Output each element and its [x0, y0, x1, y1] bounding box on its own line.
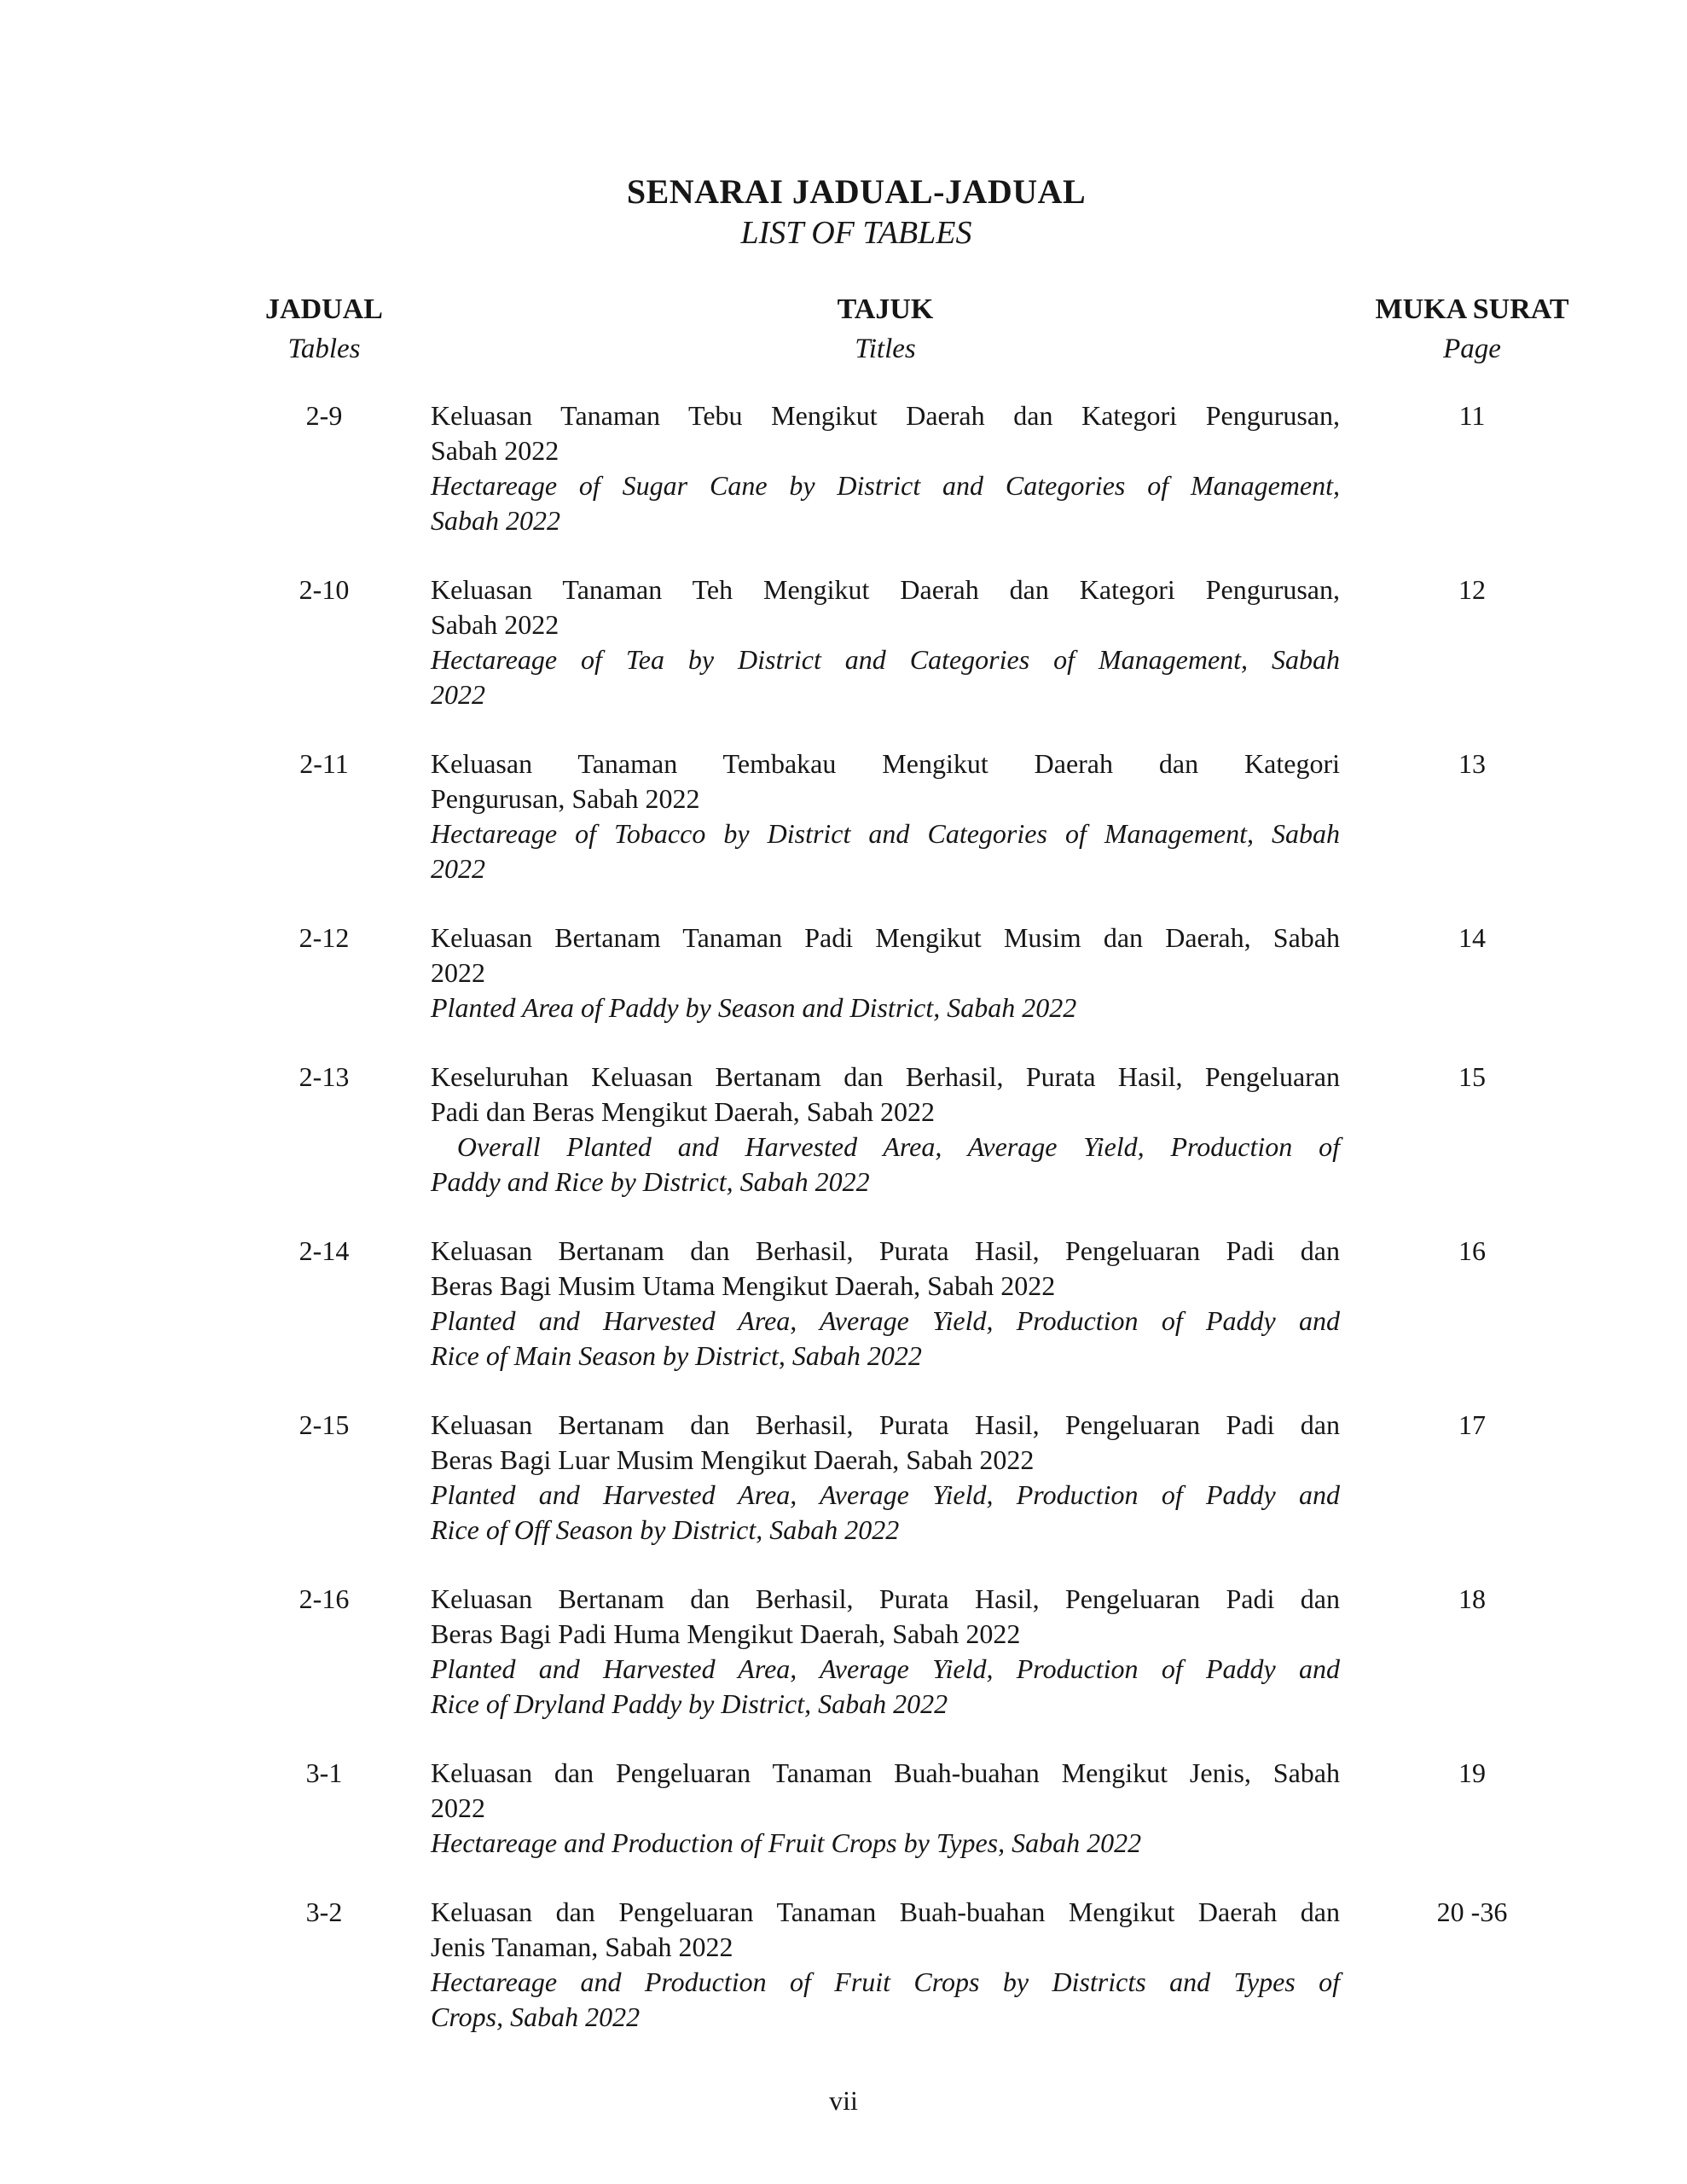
- toc-entry-title-line: Jenis Tanaman, Sabah 2022: [431, 1931, 733, 1962]
- column-header-muka-surat: [1340, 289, 1604, 369]
- toc-entry-title-line: Hectareage of Tea by District and Categories of Management, Sabah: [431, 644, 1340, 675]
- toc-entry-title-line: Rice of Off Season by District, Sabah 2022: [431, 1514, 900, 1545]
- toc-entry-title: [431, 1895, 1340, 2035]
- toc-entry-title-line: Beras Bagi Luar Musim Mengikut Daerah, Sabah 2022: [431, 1444, 1035, 1475]
- toc-entry-title: [431, 1582, 1340, 1722]
- column-header-muka-surat-english: Page: [1443, 334, 1501, 364]
- toc-entry-number: 2-13: [299, 1061, 350, 1092]
- toc-entry-number: 3-1: [305, 1757, 343, 1788]
- toc-entry-page-number: 12: [1458, 574, 1486, 605]
- toc-entry-title: [431, 1408, 1340, 1548]
- toc-entry: [0, 921, 1687, 1025]
- toc-entry-title-line: Planted and Harvested Area, Average Yield, Production of Paddy and: [431, 1305, 1340, 1336]
- toc-entry: [0, 1895, 1687, 2035]
- column-header-tajuk-malay: TAJUK: [837, 293, 934, 325]
- toc-entry: [0, 1756, 1687, 1861]
- toc-column-headers: [0, 289, 1687, 369]
- toc-entry-title: [431, 921, 1340, 1025]
- toc-entry: [0, 746, 1687, 886]
- toc-entry-page-number: 18: [1458, 1583, 1486, 1614]
- toc-entry-title-line: Padi dan Beras Mengikut Daerah, Sabah 2022: [431, 1096, 935, 1127]
- document-heading: [0, 171, 1687, 254]
- toc-entry-title-line: Keluasan Bertanam dan Berhasil, Purata Hasil, Pengeluaran Padi dan: [431, 1235, 1340, 1266]
- toc-entry-title: [431, 572, 1340, 712]
- toc-entry-title-line: Rice of Main Season by District, Sabah 2022: [431, 1340, 922, 1371]
- toc-entry-title: [431, 1234, 1340, 1374]
- toc-entry-title-line: Hectareage of Tobacco by District and Categories of Management, Sabah: [431, 818, 1340, 849]
- toc-entry-number: 2-10: [299, 574, 350, 605]
- toc-entry: [0, 398, 1687, 538]
- toc-entry-page-number: 14: [1458, 922, 1486, 953]
- toc-entry-title-line: Planted and Harvested Area, Average Yield, Production of Paddy and: [431, 1479, 1340, 1510]
- toc-entry-page-number: 13: [1458, 748, 1486, 779]
- page-number-footer: vii: [829, 2085, 858, 2116]
- toc-entry-title-line: Sabah 2022: [431, 609, 559, 640]
- toc-entry-title-line: Keluasan Bertanam dan Berhasil, Purata Hasil, Pengeluaran Padi dan: [431, 1583, 1340, 1614]
- toc-entry-number: 2-12: [299, 922, 350, 953]
- toc-entry-title-line: Keluasan dan Pengeluaran Tanaman Buah-buahan Mengikut Jenis, Sabah: [431, 1757, 1340, 1788]
- column-header-muka-surat-malay: MUKA SURAT: [1375, 293, 1569, 325]
- toc-entry-title-line: Paddy and Rice by District, Sabah 2022: [431, 1166, 870, 1197]
- toc-entry-title-line: Beras Bagi Padi Huma Mengikut Daerah, Sabah 2022: [431, 1618, 1021, 1649]
- toc-entry-title-line: Keseluruhan Keluasan Bertanam dan Berhasil, Purata Hasil, Pengeluaran: [431, 1061, 1340, 1092]
- toc-entry-page-number: 16: [1458, 1235, 1486, 1266]
- toc-entry-number: 2-15: [299, 1409, 350, 1440]
- toc-entry-title-line: Planted Area of Paddy by Season and District, Sabah 2022: [431, 992, 1077, 1023]
- toc-entry-title-line: Overall Planted and Harvested Area, Average Yield, Production of: [431, 1131, 1341, 1162]
- toc-entry: [0, 1582, 1687, 1722]
- toc-entry-page-number: 20 -36: [1436, 1896, 1508, 1927]
- toc-entry-title-line: Planted and Harvested Area, Average Yield, Production of Paddy and: [431, 1653, 1340, 1684]
- toc-entry-title-line: Keluasan Bertanam Tanaman Padi Mengikut Musim dan Daerah, Sabah: [431, 922, 1340, 953]
- toc-entry: [0, 1408, 1687, 1548]
- toc-entry-title-line: 2022: [431, 1792, 485, 1823]
- toc-entry-list: [0, 398, 1687, 2035]
- column-header-jadual-english: Tables: [287, 334, 361, 364]
- column-header-jadual: [256, 289, 392, 369]
- toc-entry-title-line: Sabah 2022: [431, 435, 559, 466]
- toc-entry-title-line: Crops, Sabah 2022: [431, 2001, 641, 2032]
- toc-entry-page-number: 17: [1458, 1409, 1486, 1440]
- toc-entry-title-line: Hectareage and Production of Fruit Crops by Districts and Types of: [431, 1966, 1340, 1997]
- toc-entry-title-line: Hectareage of Sugar Cane by District and Categories of Management,: [431, 470, 1340, 501]
- toc-entry-title-line: Rice of Dryland Paddy by District, Sabah 2022: [431, 1688, 948, 1719]
- toc-entry-title-line: Keluasan Tanaman Tebu Mengikut Daerah dan Kategori Pengurusan,: [431, 400, 1340, 431]
- toc-entry-title-line: 2022: [431, 853, 485, 884]
- toc-entry-title-line: Keluasan Tanaman Teh Mengikut Daerah dan Kategori Pengurusan,: [431, 574, 1340, 605]
- toc-entry-title-line: Keluasan dan Pengeluaran Tanaman Buah-buahan Mengikut Daerah dan: [431, 1896, 1340, 1927]
- column-header-tajuk: [431, 289, 1340, 369]
- toc-entry: [0, 572, 1687, 712]
- toc-entry-title-line: Beras Bagi Musim Utama Mengikut Daerah, Sabah 2022: [431, 1270, 1056, 1301]
- toc-entry-title-line: Hectareage and Production of Fruit Crops by Types, Sabah 2022: [431, 1827, 1142, 1858]
- toc-entry-page-number: 15: [1458, 1061, 1486, 1092]
- toc-entry: [0, 1234, 1687, 1374]
- page-title-malay: SENARAI JADUAL-JADUAL: [626, 172, 1087, 211]
- toc-entry-number: 3-2: [305, 1896, 343, 1927]
- toc-entry-title: [431, 398, 1340, 538]
- toc-entry: [0, 1060, 1687, 1199]
- toc-entry-page-number: 11: [1458, 400, 1486, 431]
- toc-entry-title: [431, 746, 1340, 886]
- toc-entry-title-line: Pengurusan, Sabah 2022: [431, 783, 700, 814]
- toc-entry-number: 2-14: [299, 1235, 350, 1266]
- toc-entry-title-line: Sabah 2022: [431, 505, 560, 536]
- toc-entry-title-line: Keluasan Bertanam dan Berhasil, Purata Hasil, Pengeluaran Padi dan: [431, 1409, 1340, 1440]
- toc-entry-title-line: Keluasan Tanaman Tembakau Mengikut Daerah dan Kategori: [431, 748, 1340, 779]
- toc-entry-title-line: 2022: [431, 957, 485, 988]
- toc-entry-number: 2-9: [305, 400, 343, 431]
- toc-entry-number: 2-11: [299, 748, 349, 779]
- column-header-tajuk-english: Titles: [855, 334, 916, 364]
- toc-entry-title: [431, 1756, 1340, 1861]
- column-header-jadual-malay: JADUAL: [265, 293, 383, 325]
- page-title-english: LIST OF TABLES: [740, 215, 972, 251]
- toc-entry-page-number: 19: [1458, 1757, 1486, 1788]
- toc-entry-title-line: 2022: [431, 679, 485, 710]
- toc-entry-number: 2-16: [299, 1583, 350, 1614]
- toc-entry-title: [431, 1060, 1340, 1199]
